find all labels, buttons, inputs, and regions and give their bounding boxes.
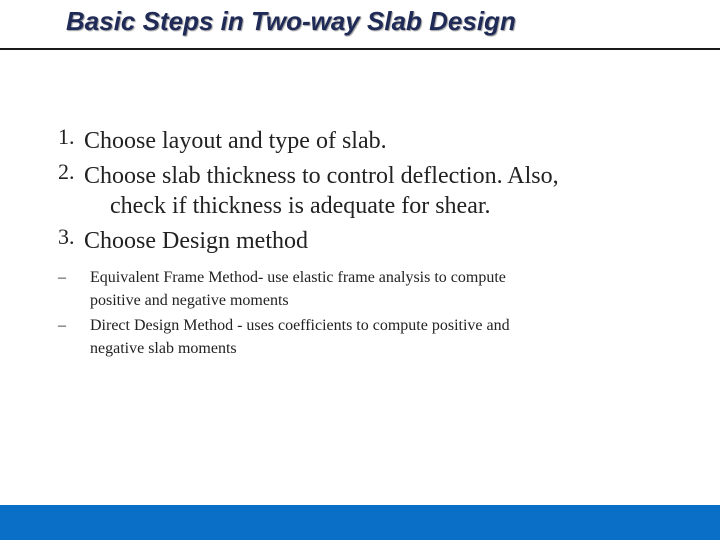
sub-item-line: negative slab moments bbox=[90, 340, 237, 357]
step-number: 2. bbox=[58, 159, 75, 184]
step-text-line: Choose slab thickness to control deflection. Also, bbox=[84, 163, 559, 189]
step-text: Choose layout and type of slab. bbox=[84, 128, 387, 154]
sub-item-line: Direct Design Method - uses coefficients to compute positive and bbox=[90, 317, 510, 334]
step-item-3 bbox=[58, 226, 698, 256]
step-item-2 bbox=[58, 161, 698, 221]
step-number: 1. bbox=[58, 124, 75, 149]
steps-list bbox=[58, 126, 698, 362]
step-text bbox=[84, 163, 698, 221]
footer-bar bbox=[0, 505, 720, 540]
sub-item-direct-design bbox=[58, 314, 698, 360]
design-method-sublist bbox=[58, 266, 698, 360]
dash-bullet: – bbox=[58, 317, 66, 334]
step-text: Choose Design method bbox=[84, 228, 308, 254]
sub-item-line: positive and negative moments bbox=[90, 292, 289, 309]
slide-title: Basic Steps in Two-way Slab Design bbox=[66, 6, 516, 36]
dash-bullet: – bbox=[58, 269, 66, 286]
sub-item-equivalent-frame bbox=[58, 266, 698, 312]
sub-item-line: Equivalent Frame Method- use elastic frame analysis to compute bbox=[90, 269, 506, 286]
step-text-continuation: check if thickness is adequate for shear. bbox=[110, 193, 491, 219]
step-number: 3. bbox=[58, 224, 75, 249]
title-divider bbox=[0, 48, 720, 50]
step-item-1 bbox=[58, 126, 698, 156]
